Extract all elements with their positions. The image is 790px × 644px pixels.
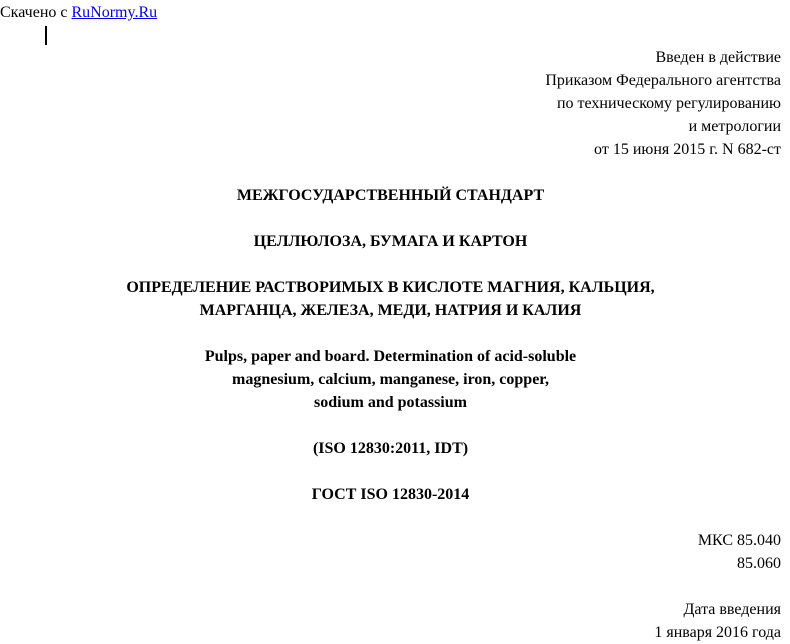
mks-code: 85.060 bbox=[737, 555, 781, 572]
iso-reference: (ISO 12830:2011, IDT) bbox=[312, 440, 469, 457]
enactment-line: Приказом Федерального агентства bbox=[545, 72, 781, 89]
enactment-line: по техническому регулированию bbox=[556, 95, 781, 112]
russian-title-line: МАРГАНЦА, ЖЕЛЕЗА, МЕДИ, НАТРИЯ И КАЛИЯ bbox=[199, 302, 582, 319]
gost-number: ГОСТ ISO 12830-2014 bbox=[311, 486, 470, 503]
introduction-date-label: Дата введения bbox=[683, 601, 781, 618]
english-title-line: magnesium, calcium, manganese, iron, copper, bbox=[232, 371, 549, 388]
enactment-line: от 15 июня 2015 г. N 682-ст bbox=[594, 141, 781, 158]
russian-title bbox=[0, 276, 781, 322]
subject-heading: ЦЕЛЛЮЛОЗА, БУМАГА И КАРТОН bbox=[253, 233, 528, 250]
download-prefix: Скачено с bbox=[0, 4, 72, 21]
introduction-date-value: 1 января 2016 года bbox=[654, 624, 781, 641]
text-cursor bbox=[45, 26, 47, 45]
enactment-block bbox=[545, 46, 781, 161]
english-title bbox=[0, 345, 781, 414]
enactment-line: Введен в действие bbox=[655, 49, 781, 66]
download-source bbox=[0, 3, 157, 22]
mks-codes bbox=[698, 529, 781, 575]
english-title-line: sodium and potassium bbox=[314, 394, 467, 411]
english-title-line: Pulps, paper and board. Determination of acid-soluble bbox=[204, 348, 577, 365]
standard-type-heading: МЕЖГОСУДАРСТВЕННЫЙ СТАНДАРТ bbox=[236, 187, 545, 204]
introduction-date bbox=[654, 598, 781, 644]
mks-code: МКС 85.040 bbox=[697, 532, 781, 549]
enactment-line: и метрологии bbox=[688, 118, 781, 135]
russian-title-line: ОПРЕДЕЛЕНИЕ РАСТВОРИМЫХ В КИСЛОТЕ МАГНИЯ, КАЛЬЦИЯ, bbox=[126, 279, 655, 296]
runormy-link[interactable]: RuNormy.Ru bbox=[71, 4, 158, 21]
